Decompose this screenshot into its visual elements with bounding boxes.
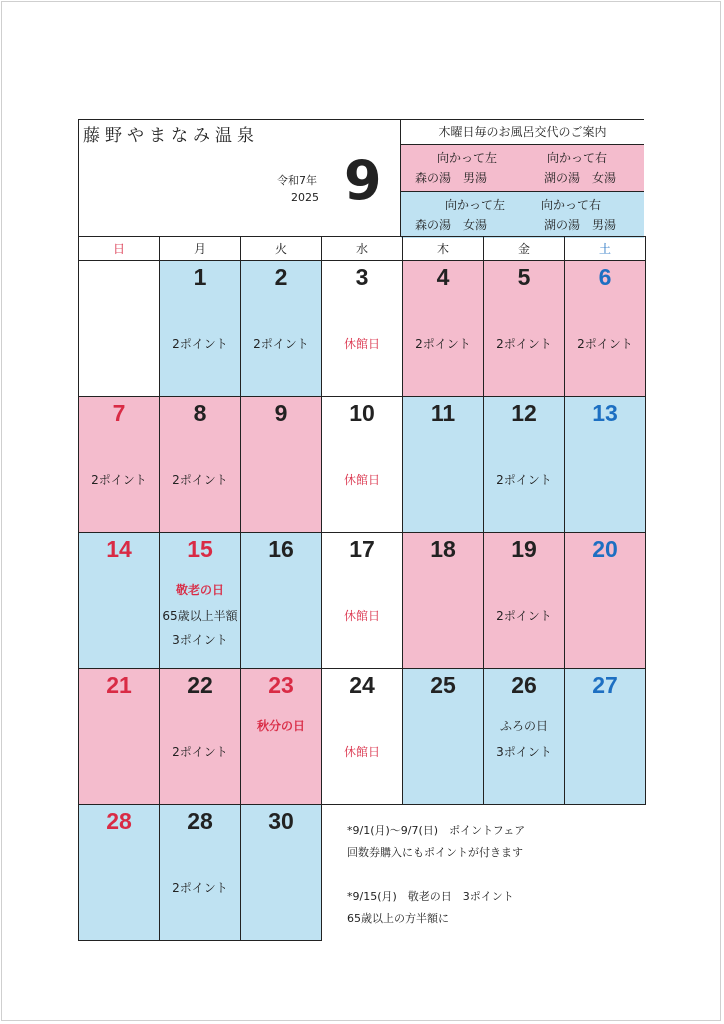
notes-section [347, 820, 525, 930]
day-number: 25 [430, 672, 456, 698]
note-line: *9/15(月) 敬老の日 3ポイント [347, 890, 514, 903]
day-cell [79, 669, 160, 805]
day-cell [565, 397, 646, 533]
day-note: 2ポイント [91, 473, 147, 487]
day-note: 2ポイント [496, 473, 552, 487]
note-line [347, 864, 525, 886]
day-note: 秋分の日 [256, 719, 305, 733]
day-number: 17 [349, 536, 375, 562]
day-number: 18 [430, 536, 456, 562]
day-number: 26 [511, 672, 537, 698]
day-cell [241, 261, 322, 397]
day-number: 6 [598, 264, 612, 290]
day-cell [79, 805, 160, 941]
day-cell [160, 533, 241, 669]
day-number: 7 [112, 400, 126, 426]
day-note: 2ポイント [172, 473, 228, 487]
day-cell [484, 397, 565, 533]
day-note: 休館日 [343, 609, 380, 623]
day-cell [484, 533, 565, 669]
day-number: 21 [106, 672, 132, 698]
day-number: 10 [349, 400, 375, 426]
day-cell [160, 397, 241, 533]
day-number: 12 [511, 400, 537, 426]
day-note: 2ポイント [172, 745, 228, 759]
day-cell [322, 669, 403, 805]
day-number: 3 [355, 264, 369, 290]
day-cell [565, 533, 646, 669]
day-cell [79, 261, 160, 397]
day-number: 24 [349, 672, 375, 698]
weekday-sat: 土 [565, 237, 646, 261]
day-number: 19 [511, 536, 537, 562]
weekday-wed: 水 [322, 237, 403, 261]
legend-blue-left-top: 向かって左 [445, 198, 506, 212]
day-note: 休館日 [343, 745, 380, 759]
day-number: 23 [268, 672, 294, 698]
weekday-tue: 火 [241, 237, 322, 261]
day-number: 4 [436, 264, 450, 290]
legend-pink-right-top: 向かって右 [547, 151, 608, 165]
day-number: 27 [592, 672, 618, 698]
legend-blue-right-bottom: 湖の湯 男湯 [544, 218, 617, 232]
day-note: 2ポイント [496, 609, 552, 623]
day-number: 11 [430, 400, 456, 426]
day-cell [79, 397, 160, 533]
day-cell [484, 261, 565, 397]
day-cell [403, 669, 484, 805]
week-row [79, 669, 646, 805]
calendar-header [78, 119, 644, 236]
day-cell [322, 397, 403, 533]
week-row [79, 533, 646, 669]
day-number: 30 [268, 808, 294, 834]
day-cell [160, 261, 241, 397]
day-note: 2ポイント [253, 337, 309, 351]
day-number: 5 [517, 264, 531, 290]
day-number: 28 [106, 808, 132, 834]
weekday-fri: 金 [484, 237, 565, 261]
facility-title: 藤野やまなみ温泉 [83, 126, 259, 146]
day-cell [79, 533, 160, 669]
legend-pink-row [401, 145, 644, 192]
day-number: 28 [187, 808, 213, 834]
day-cell [565, 261, 646, 397]
day-note: 敬老の日 [175, 583, 224, 597]
day-note: 2ポイント [415, 337, 471, 351]
week-row [79, 261, 646, 397]
bath-swap-legend [400, 120, 644, 236]
legend-blue-right-top: 向かって右 [541, 198, 602, 212]
day-number: 14 [106, 536, 132, 562]
weekday-sun: 日 [79, 237, 160, 261]
weekday-thu: 木 [403, 237, 484, 261]
day-note: 2ポイント [577, 337, 633, 351]
note-line: 回数券購入にもポイントが付きます [347, 846, 523, 859]
day-number: 22 [187, 672, 213, 698]
day-note: 2ポイント [172, 337, 228, 351]
day-cell [241, 533, 322, 669]
day-note: 2ポイント [172, 881, 228, 895]
day-note: 2ポイント [496, 337, 552, 351]
day-cell [403, 533, 484, 669]
month-number: 9 [344, 149, 382, 212]
day-note: ふろの日 [499, 719, 548, 733]
note-line: 65歳以上の方半額に [347, 912, 449, 925]
day-cell [241, 397, 322, 533]
day-cell [241, 805, 322, 941]
day-number: 16 [268, 536, 294, 562]
day-note: 3ポイント [172, 633, 228, 647]
day-number: 1 [193, 264, 207, 290]
legend-title: 木曜日毎のお風呂交代のご案内 [401, 120, 644, 145]
day-cell [322, 533, 403, 669]
legend-pink-right-bottom: 湖の湯 女湯 [544, 171, 617, 185]
day-cell [160, 805, 241, 941]
weekday-mon: 月 [160, 237, 241, 261]
year-label: 2025 [291, 191, 319, 204]
day-cell [565, 669, 646, 805]
day-number: 15 [187, 536, 213, 562]
legend-pink-left-bottom: 森の湯 男湯 [415, 171, 488, 185]
note-line: *9/1(月)～9/7(日) ポイントフェア [347, 824, 526, 837]
day-cell [322, 261, 403, 397]
day-note: 休館日 [343, 473, 380, 487]
day-number: 9 [274, 400, 288, 426]
legend-blue-left-bottom: 森の湯 女湯 [415, 218, 488, 232]
legend-pink-left-top: 向かって左 [437, 151, 498, 165]
day-cell [484, 669, 565, 805]
day-cell [403, 397, 484, 533]
day-cell [160, 669, 241, 805]
day-number: 2 [274, 264, 288, 290]
day-cell [403, 261, 484, 397]
day-note: 休館日 [343, 337, 380, 351]
day-number: 20 [592, 536, 618, 562]
day-note: 65歳以上半額 [162, 609, 238, 623]
legend-blue-row [401, 192, 644, 238]
day-number: 8 [193, 400, 207, 426]
week-row [79, 397, 646, 533]
day-number: 13 [592, 400, 618, 426]
empty-cell [565, 805, 646, 941]
day-note: 3ポイント [496, 745, 552, 759]
weekday-header-row [79, 237, 646, 261]
day-cell [241, 669, 322, 805]
era-year-label: 令和7年 [277, 174, 317, 187]
